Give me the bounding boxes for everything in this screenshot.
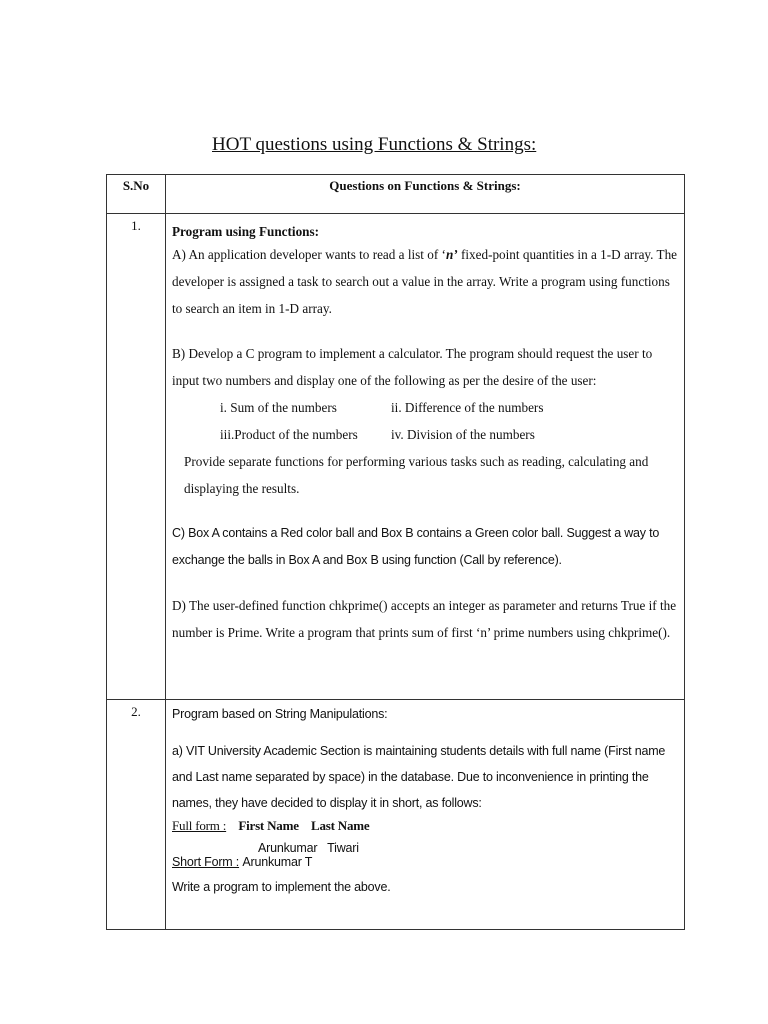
last-name-value: Tiwari: [327, 841, 359, 855]
options-line-1: [172, 394, 678, 421]
table-row: [107, 214, 685, 700]
row-number: 1.: [107, 214, 166, 700]
spacer: [172, 502, 678, 520]
question-part-c: C) Box A contains a Red color ball and Box B contains a Green color ball. Suggest a way to exchange the balls in Box A and Box B using function (Call by reference).: [172, 526, 660, 567]
spacer: [172, 724, 678, 738]
option-division: iv. Division of the numbers: [391, 427, 535, 442]
table-row: [107, 700, 685, 930]
question-cell: [166, 214, 685, 700]
spacer: [172, 322, 678, 340]
questions-table: [106, 174, 685, 930]
question-part-b-tail: Provide separate functions for performing various tasks such as reading, calculating and displaying the results.: [184, 454, 649, 496]
table-header-row: [107, 175, 685, 214]
question-part-a: a) VIT University Academic Section is maintaining students details with full name (First name and Last name separated by space) in the database. Due to inconvenience in printing the names, they have decided to display it in short, as follows:: [172, 744, 666, 810]
first-name-header: First Name: [238, 818, 299, 833]
short-form-line: [172, 852, 678, 872]
last-name-header: Last Name: [311, 818, 370, 833]
option-difference: ii. Difference of the numbers: [391, 400, 544, 415]
closing-instruction: Write a program to implement the above.: [172, 880, 391, 894]
question-part-a: A) An application developer wants to read a list of ‘n’ fixed-point quantities in a 1-D array. The developer is assigned a task to search out a value in the array. Write a program using functions to search an item in 1-D array.: [172, 247, 678, 316]
full-form-line: [172, 816, 678, 836]
spacer: [172, 574, 678, 592]
option-sum: i. Sum of the numbers: [220, 400, 337, 415]
questions-header: Questions on Functions & Strings:: [166, 175, 685, 214]
option-product: iii.Product of the numbers: [220, 427, 358, 442]
question-part-d: D) The user-defined function chkprime() accepts an integer as parameter and returns True if the number is Prime. Write a program that prints sum of first ‘n’ prime numbers using chkprime().: [172, 598, 677, 640]
sno-header: S.No: [107, 175, 166, 214]
question-heading: Program based on String Manipulations:: [172, 707, 388, 721]
question-part-b: B) Develop a C program to implement a calculator. The program should request the user to input two numbers and display one of the following as per the desire of the user:: [172, 346, 653, 388]
short-form-value: Arunkumar T: [242, 855, 313, 869]
row-number: 2.: [107, 700, 166, 930]
options-line-2: [172, 421, 678, 448]
short-form-label: Short Form :: [172, 855, 240, 869]
first-name-value: Arunkumar: [258, 841, 318, 855]
document-title: HOT questions using Functions & Strings:: [212, 134, 537, 155]
question-cell: [166, 700, 685, 930]
question-heading: Program using Functions:: [172, 224, 320, 239]
n-variable: n’: [445, 247, 458, 262]
full-form-label: Full form :: [172, 818, 227, 833]
